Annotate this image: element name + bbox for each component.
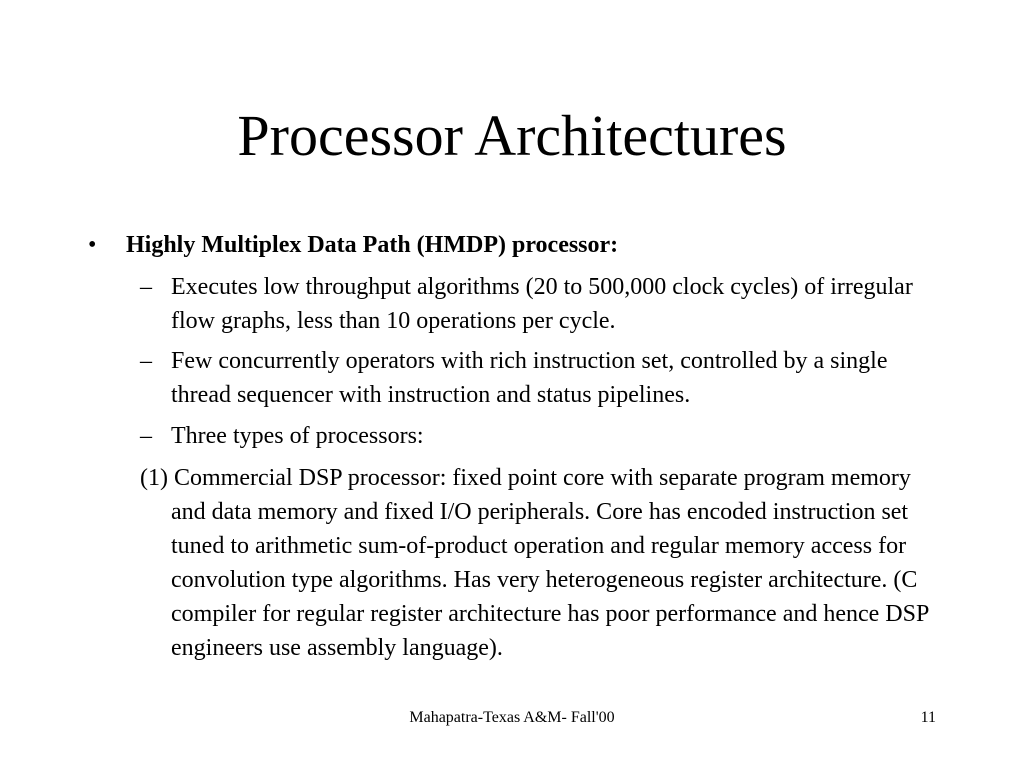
sub-item-text: Executes low throughput algorithms (20 to 500,000 clock cycles) of irregular flow graphs, less than 10 operations per cycle. [171,274,913,334]
sub-item-text: Few concurrently operators with rich instruction set, controlled by a single thread sequencer with instruction and status pipelines. [171,348,888,408]
dash-icon: – [140,348,152,374]
page-number: 11 [920,709,936,726]
sub-item-text: Three types of processors: [171,423,424,449]
dash-icon: – [140,274,152,300]
sub-item [140,270,940,338]
bullet-icon: • [88,232,97,258]
slide-title: Processor Architectures [237,103,787,168]
footer-text: Mahapatra-Texas A&M- Fall'00 [409,709,615,726]
bullet-heading: Highly Multiplex Data Path (HMDP) processor: [126,232,619,258]
sub-item [140,419,940,453]
sub-item [140,344,940,412]
numbered-item [140,461,940,665]
numbered-item-text: (1) Commercial DSP processor: fixed point core with separate program memory and data memory and fixed I/O peripherals. Core has encoded instruction set tuned to arithmetic sum-of-product operation and regular memory access for convolution type algorithms. Has very heterogeneous register architecture. (C compiler for regular register architecture has poor performance and hence DSP engineers use assembly language). [140,465,929,661]
dash-icon: – [140,423,152,449]
